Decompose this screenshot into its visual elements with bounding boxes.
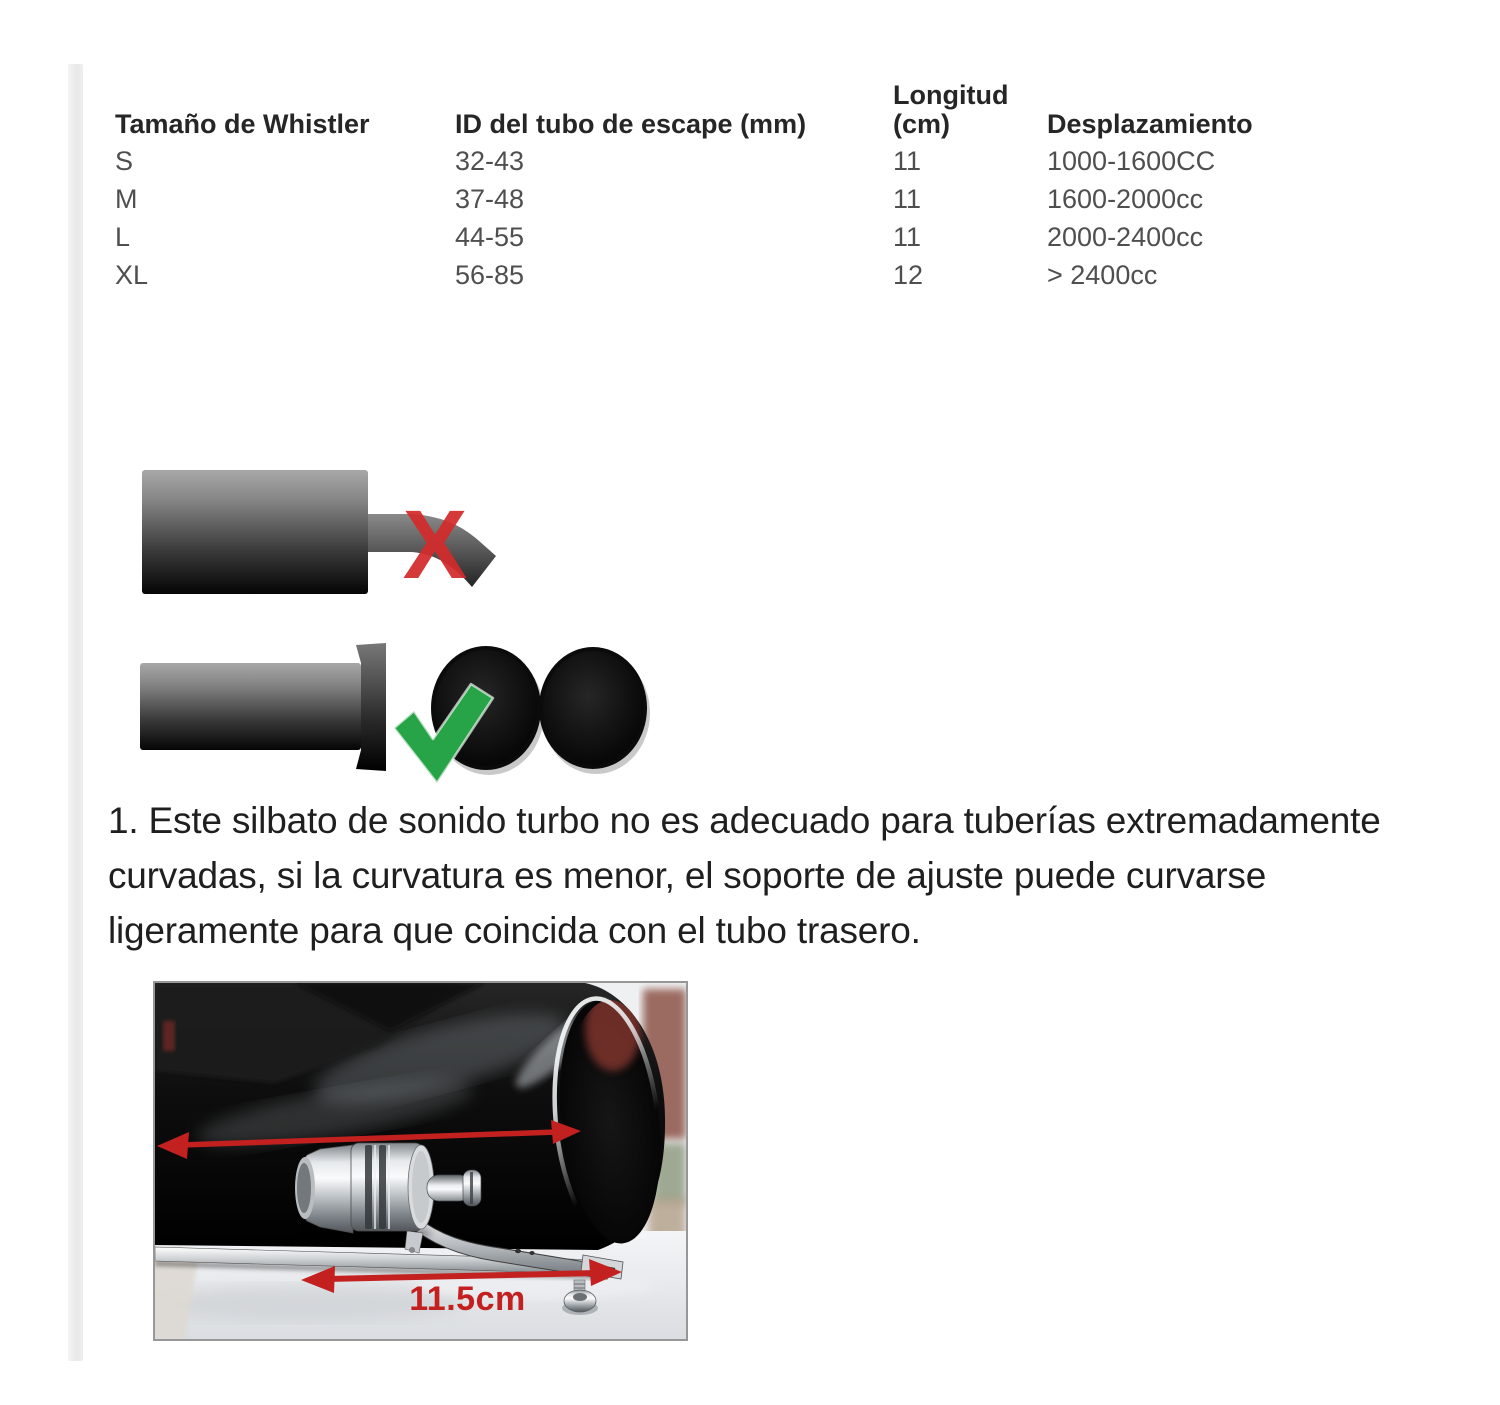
cell-length: 11 [893,184,922,214]
cell-pipe-id: 44-55 [455,222,525,252]
cell-size: S [115,146,134,176]
column-pipe-id [455,74,893,294]
left-divider-bar [68,64,83,1361]
cell-size: M [115,184,138,214]
header-length: Longitud (cm) [893,80,1009,139]
column-size [115,74,455,294]
cell-displacement: 1000-1600CC [1047,146,1216,176]
cell-length: 12 [893,260,924,290]
cell-pipe-id: 56-85 [455,260,525,290]
note-text [108,793,1468,958]
note-line: ligeramente para que coincida con el tubo trasero. [108,910,921,951]
note-line: curvadas, si la curvatura es menor, el soporte de ajuste puede curvarse [108,855,1267,896]
header-displacement: Desplazamiento [1047,109,1253,139]
header-pipe-id: ID del tubo de escape (mm) [455,109,807,139]
cell-pipe-id: 32-43 [455,146,525,176]
wrong-x-icon: X [402,490,468,599]
column-length [893,74,1047,294]
curved-pipe-muffler-diagram [142,470,496,599]
cell-size: XL [115,260,149,290]
cell-length: 11 [893,146,922,176]
straight-pipe-muffler-diagram [140,643,386,771]
column-displacement [1047,74,1377,294]
fitment-diagrams [120,440,680,800]
header-size: Tamaño de Whistler [115,109,370,139]
cell-displacement: 2000-2400cc [1047,222,1204,252]
cell-displacement: > 2400cc [1047,260,1158,290]
cell-length: 11 [893,222,922,252]
note-line: 1. Este silbato de sonido turbo no es adecuado para tuberías extremadamente [108,800,1381,841]
cell-pipe-id: 37-48 [455,184,525,214]
product-photo [153,981,688,1341]
cell-displacement: 1600-2000cc [1047,184,1204,214]
size-table [115,74,1377,294]
measurement-label: 11.5cm [409,1280,526,1318]
fitment-diagrams-image [120,440,680,800]
cell-size: L [115,222,131,252]
